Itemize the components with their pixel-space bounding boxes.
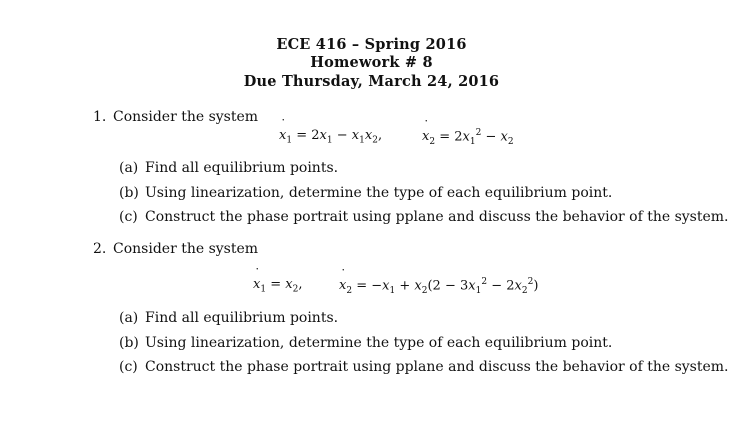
due-date: Due Thursday, March 24, 2016 xyxy=(243,73,500,90)
problem-2-part-b xyxy=(119,335,612,351)
problem-2-equation-2: x $˙_2 = -x_1 + x_2(2 - 3x_1^2 - 2x_2^2)$ xyxy=(339,277,538,296)
part-label: (c) xyxy=(119,209,138,225)
problem-1-part-a xyxy=(119,160,338,176)
problem-1-number: 1. xyxy=(93,109,107,125)
course-title: ECE 416 – Spring 2016 xyxy=(276,36,467,53)
problem-2-lead: Consider the system xyxy=(113,241,259,257)
problem-2-equation-1: x $˙_1 = x_2$, xyxy=(253,277,302,295)
problem-1-equation-2: x $˙_2 = 2x_1^2 - x_2$ xyxy=(422,128,514,147)
problem-2-part-a xyxy=(119,310,338,326)
part-label: (b) xyxy=(119,335,139,351)
part-label: (c) xyxy=(119,359,138,375)
part-text: Find all equilibrium points. xyxy=(145,310,339,326)
problem-1-part-c xyxy=(119,209,729,225)
part-label: (a) xyxy=(119,310,139,326)
problem-2-part-c xyxy=(119,359,729,375)
part-label: (b) xyxy=(119,185,139,201)
part-label: (a) xyxy=(119,160,139,176)
part-text: Construct the phase portrait using pplane and discuss the behavior of the system. xyxy=(145,359,729,375)
problem-1-lead: Consider the system xyxy=(113,109,259,125)
problem-2-number: 2. xyxy=(93,241,107,257)
part-text: Construct the phase portrait using pplane and discuss the behavior of the system. xyxy=(145,209,729,225)
problem-1-equation-1: x $˙_1 = 2x_1 - x_1x_2$, xyxy=(279,128,382,146)
problem-1-part-b xyxy=(119,185,612,201)
part-text: Using linearization, determine the type of each equilibrium point. xyxy=(145,335,613,351)
part-text: Using linearization, determine the type of each equilibrium point. xyxy=(145,185,613,201)
homework-number: Homework # 8 xyxy=(310,54,433,71)
part-text: Find all equilibrium points. xyxy=(145,160,339,176)
